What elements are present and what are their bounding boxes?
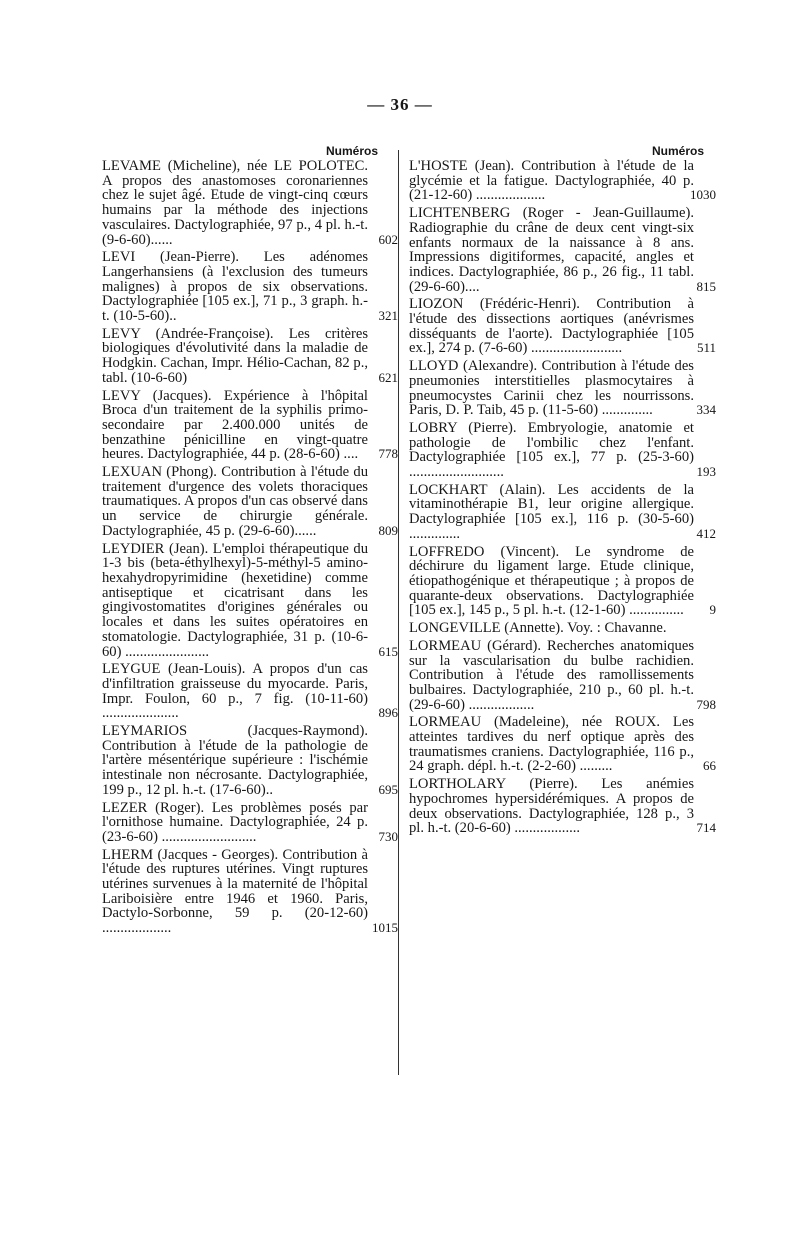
bibliography-entry — [409, 543, 716, 619]
entry-number: 778 — [378, 446, 398, 462]
entry-number: 621 — [378, 369, 398, 385]
entry-spacer — [409, 836, 694, 839]
bibliography-entry — [102, 325, 398, 386]
bibliography-entry — [102, 464, 398, 539]
entry-number: 730 — [378, 828, 398, 844]
bibliography-entry — [102, 846, 398, 937]
bibliography-entry — [102, 799, 398, 845]
entry-list — [102, 158, 398, 939]
bibliography-entry — [102, 387, 398, 463]
bibliography-entry — [102, 158, 398, 248]
entry-text: LEYMARIOS (Jacques-Raymond). Contribution à l'étude de la pathologie de l'artère mésentérique supérieure : l'ischémie intestinale non nécrosante. Dactylographiée, 199 p., 12 pl. h.-t. (17-6-60).. — [102, 723, 368, 798]
entry-number: 695 — [378, 781, 398, 797]
right-column — [409, 143, 716, 839]
entry-text: LEYGUE (Jean-Louis). A propos d'un cas d'infiltration graisseuse du myocarde. Paris, Impr. Foulon, 60 p., 7 fig. (10-11-60) ..................... — [102, 661, 368, 722]
bibliography-entry — [409, 714, 716, 775]
entry-text: LORTHOLARY (Pierre). Les anémies hypochromes hypersidérémiques. A propos de deux observations. Dactylographiée, 128 p., 3 pl. h.-t. (20-6-60) .................. — [409, 776, 694, 837]
entry-number: 602 — [378, 231, 398, 247]
bibliography-entry — [102, 723, 398, 798]
bibliography-entry — [409, 205, 716, 295]
entry-list — [409, 158, 716, 839]
entry-text: LHERM (Jacques - Georges). Contribution à l'étude des ruptures utérines. Vingt ruptures utérines survenues à la maternité de l'hôpital Lariboisière entre 1946 et 1960. Paris, Dactylo-Sorbonne, 59 p. (20-12-60) ................... — [102, 846, 368, 937]
bibliography-entry — [409, 621, 694, 636]
entry-number: 896 — [378, 705, 398, 721]
bibliography-entry — [409, 481, 716, 542]
entry-number: 615 — [378, 643, 398, 659]
bibliography-entry — [409, 637, 716, 713]
page-number: — 36 — — [367, 95, 433, 114]
bibliography-entry — [102, 249, 398, 325]
entry-text: LORMEAU (Madeleine), née ROUX. Les atteintes tardives du nerf optique après des traumatismes craniens. Dactylographiée, 116 p., 24 graph. dépl. h.-t. (2-2-60) ......... — [409, 714, 694, 775]
entry-text: L'HOSTE (Jean). Contribution à l'étude de la glycémie et la fatigue. Dactylographiée, 40 p. (21-12-60) ................... — [409, 158, 694, 204]
entry-text: LLOYD (Alexandre). Contribution à l'étude des pneumonies interstitielles plasmocytaires à pneumocystes Carinii chez les nourrissons. Paris, D. P. Taib, 45 p. (11-5-60) .............. — [409, 358, 694, 419]
entry-number: 193 — [696, 464, 716, 480]
entry-number: 511 — [696, 340, 716, 356]
bibliography-entry — [409, 776, 716, 837]
left-column — [102, 143, 398, 939]
bibliography-entry — [409, 158, 716, 204]
entry-text: LEVY (Jacques). Expérience à l'hôpital Broca d'un traitement de la syphilis primo-secondaire par 2.400.000 unités de benzathine pénicilline en vingt-quatre heures. Dactylographiée, 44 p. (28-6-60) .... — [102, 387, 368, 463]
entry-number: 1015 — [372, 920, 398, 936]
entry-text: LIOZON (Frédéric-Henri). Contribution à l'étude des dissections aortiques (anévrismes disséquants de l'aorte). Dactylographiée [105 ex.], 274 p. (7-6-60) ......................... — [409, 296, 694, 357]
bibliography-entry — [409, 419, 716, 481]
entry-text: LOBRY (Pierre). Embryologie, anatomie et pathologie de l'ombilic chez l'enfant. Dactylographiée [105 ex.], 77 p. (25-3-60) .......................... — [409, 419, 694, 481]
bibliography-entry — [409, 358, 716, 419]
entry-text: LEYDIER (Jean). L'emploi thérapeutique du 1-3 bis (beta-éthylhexyl)-5-méthyl-5 amino-hexahydropyrimidine (hexetidine) comme antiseptique et cicatrisant dans les gingivostomatites d'origines générales ou locales et dans les suites opératoires en stomatologie. Dactylographiée, 31 p. (10-6-60) ....................... — [102, 540, 368, 660]
bibliography-entry — [102, 540, 398, 660]
entry-number: 1030 — [690, 187, 716, 203]
column-header: Numéros — [325, 144, 378, 158]
entry-number: 9 — [709, 602, 716, 618]
column-divider — [398, 150, 399, 1075]
column-header: Numéros — [651, 144, 704, 158]
entry-number: 412 — [696, 525, 716, 541]
entry-text: LEVY (Andrée-Françoise). Les critères biologiques d'évolutivité dans la maladie de Hodgkin. Cachan, Impr. Hélio-Cachan, 82 p., tabl. (10-6-60) — [102, 325, 368, 386]
entry-number: 321 — [378, 308, 398, 324]
entry-text: LICHTENBERG (Roger - Jean-Guillaume). Radiographie du crâne de deux cent vingt-six enfants normaux de la naissance à 8 ans. Impressions digitiformes, capacité, angles et indices. Dactylographiée, 86 p., 26 fig., 11 tabl. (29-6-60).... — [409, 205, 694, 295]
entry-text: LEZER (Roger). Les problèmes posés par l'ornithose humaine. Dactylographiée, 24 p. (23-6-60) .......................... — [102, 799, 368, 845]
entry-text: LEXUAN (Phong). Contribution à l'étude du traitement d'urgence des volets thoraciques traumatiques. A propos d'un cas observé dans un service de chirurgie générale. Dactylographiée, 45 p. (29-6-60)...... — [102, 464, 368, 539]
entry-number: 714 — [696, 820, 716, 836]
entry-text: LOCKHART (Alain). Les accidents de la vitaminothérapie B1, leur origine allergique. Dactylographiée [105 ex.], 116 p. (30-5-60) .............. — [409, 481, 694, 542]
entry-number: 815 — [696, 278, 716, 294]
entry-number: 809 — [378, 522, 398, 538]
entry-spacer — [102, 936, 368, 939]
entry-text: LEVAME (Micheline), née LE POLOTEC. A propos des anastomoses coronariennes chez le sujet âgé. Etude de vingt-cinq cœurs humains par la méthode des injections vasculaires. Dactylographiée, 97 p., 4 pl. h.-t. (9-6-60)...... — [102, 158, 368, 248]
bibliography-entry — [102, 661, 398, 722]
bibliography-entry — [409, 296, 716, 357]
entry-text: LEVI (Jean-Pierre). Les adénomes Langerhansiens (à l'exclusion des tumeurs malignes) à propos de six observations. Dactylographiée [105 ex.], 71 p., 3 graph. h.-t. (10-5-60).. — [102, 249, 368, 325]
entry-text: LORMEAU (Gérard). Recherches anatomiques sur la vascularisation du bulbe rachidien. Contribution à l'étude des ramollissements bulbaires. Dactylographiée, 210 p., 60 pl. h.-t. (29-6-60) .................. — [409, 637, 694, 713]
entry-number: 334 — [696, 402, 716, 418]
entry-number: 798 — [696, 696, 716, 712]
entry-text: LONGEVILLE (Annette). Voy. : Chavanne. — [409, 620, 667, 637]
entry-text: LOFFREDO (Vincent). Le syndrome de déchirure du ligament large. Etude clinique, étiopathogénique et thérapeutique ; à propos de quarante-deux observations. Dactylographiée [105 ex.], 145 p., 5 pl. h.-t. (12-1-60) ............... — [409, 543, 694, 619]
entry-number: 66 — [703, 758, 716, 774]
